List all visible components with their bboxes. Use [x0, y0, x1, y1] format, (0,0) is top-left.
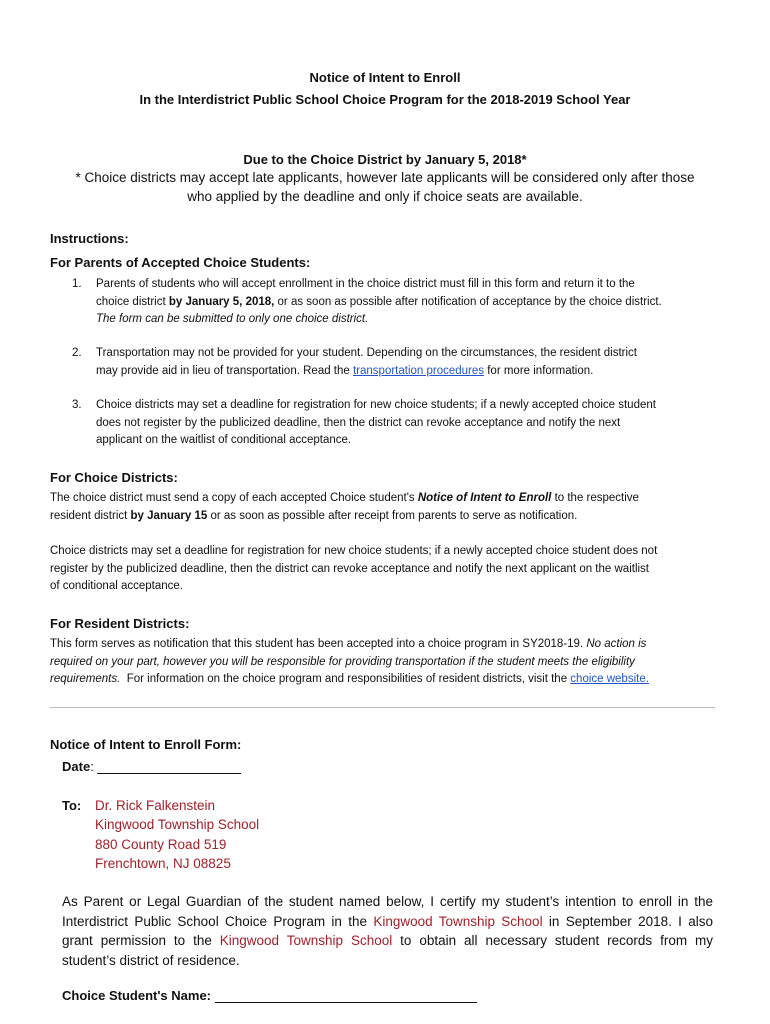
section-divider: [50, 707, 715, 708]
document-subtitle: In the Interdistrict Public School Choice Program for the 2018-2019 School Year: [139, 92, 631, 107]
choice-districts-paragraph2: Choice districts may set a deadline for registration for new choice students; if a newly accepted choice student does not register by the publicized deadline, then the district can revoke acceptance and notify the next applicant on the waitlist of conditional acceptance.: [50, 545, 658, 592]
recipient-name: Dr. Rick Falkenstein: [95, 798, 216, 813]
list-item: Transportation may not be provided for your student. Depending on the circumstances, the resident district may provide aid in lieu of transportation. Read the transportation procedures for more information.: [96, 347, 637, 377]
list-item-number: 2.: [72, 347, 82, 359]
form-heading: Notice of Intent to Enroll Form:: [50, 737, 242, 752]
transportation-procedures-link[interactable]: transportation procedures: [352, 364, 485, 377]
instructions-heading: Instructions:: [50, 231, 129, 246]
student-name-field[interactable]: [62, 988, 477, 1003]
resident-districts-heading: For Resident Districts:: [50, 616, 190, 631]
student-name-input-line[interactable]: [215, 988, 477, 1003]
certification-paragraph: As Parent or Legal Guardian of the student named below, I certify my student’s intention to enroll in the Interdistrict Public School Choice Program in the Kingwood Township School in September 2018. I also grant permission to the Kingwood Township School to obtain all necessary student records from my student’s district of residence.: [62, 894, 713, 968]
choice-website-link[interactable]: choice website.: [570, 673, 649, 685]
to-label: To:: [62, 798, 82, 813]
list-item: Choice districts may set a deadline for registration for new choice students; if a newly accepted choice student does not register by the publicized deadline, then the district can revoke acceptance and notify the next applicant on the waitlist of conditional acceptance.: [96, 399, 656, 446]
late-applicants-note-line1: * Choice districts may accept late applicants, however late applicants will be considered only after those: [75, 170, 695, 185]
recipient-city: Frenchtown, NJ 08825: [95, 855, 231, 871]
student-name-label: Choice Student's Name:: [62, 988, 212, 1003]
list-item-number: 3.: [72, 399, 82, 411]
parents-heading: For Parents of Accepted Choice Students:: [50, 255, 311, 270]
document-title: Notice of Intent to Enroll: [309, 70, 461, 85]
recipient-street: 880 County Road 519: [95, 836, 227, 852]
list-item: Parents of students who will accept enrollment in the choice district must fill in this form and return it to the choice district by January 5, 2018, or as soon as possible after notification of acceptance by the choice district. The form can be submitted to only one choice district.: [96, 278, 662, 325]
recipient-address: [95, 796, 259, 873]
late-applicants-note-line2: who applied by the deadline and only if choice seats are available.: [187, 189, 583, 204]
list-item-number: 1.: [72, 278, 82, 290]
choice-districts-heading: For Choice Districts:: [50, 470, 178, 485]
date-field[interactable]: Date:: [62, 759, 241, 774]
date-label: Date: [62, 759, 91, 774]
choice-districts-paragraph1: The choice district must send a copy of each accepted Choice student's Notice of Intent to Enroll to the respective resident district by January 15 or as soon as possible after receipt from parents to serve as notification.: [50, 492, 639, 522]
recipient-school: Kingwood Township School: [95, 817, 260, 833]
resident-districts-paragraph: This form serves as notification that this student has been accepted into a choice program in SY2018-19. No action is required on your part, however you will be responsible for providing transportation if the student meets the eligibility requirements. For information on the choice program and responsibilities of resident districts, visit the choice website.: [50, 638, 649, 685]
due-date-heading: Due to the Choice District by January 5, 2018*: [243, 152, 527, 167]
date-input-line[interactable]: [97, 759, 241, 774]
